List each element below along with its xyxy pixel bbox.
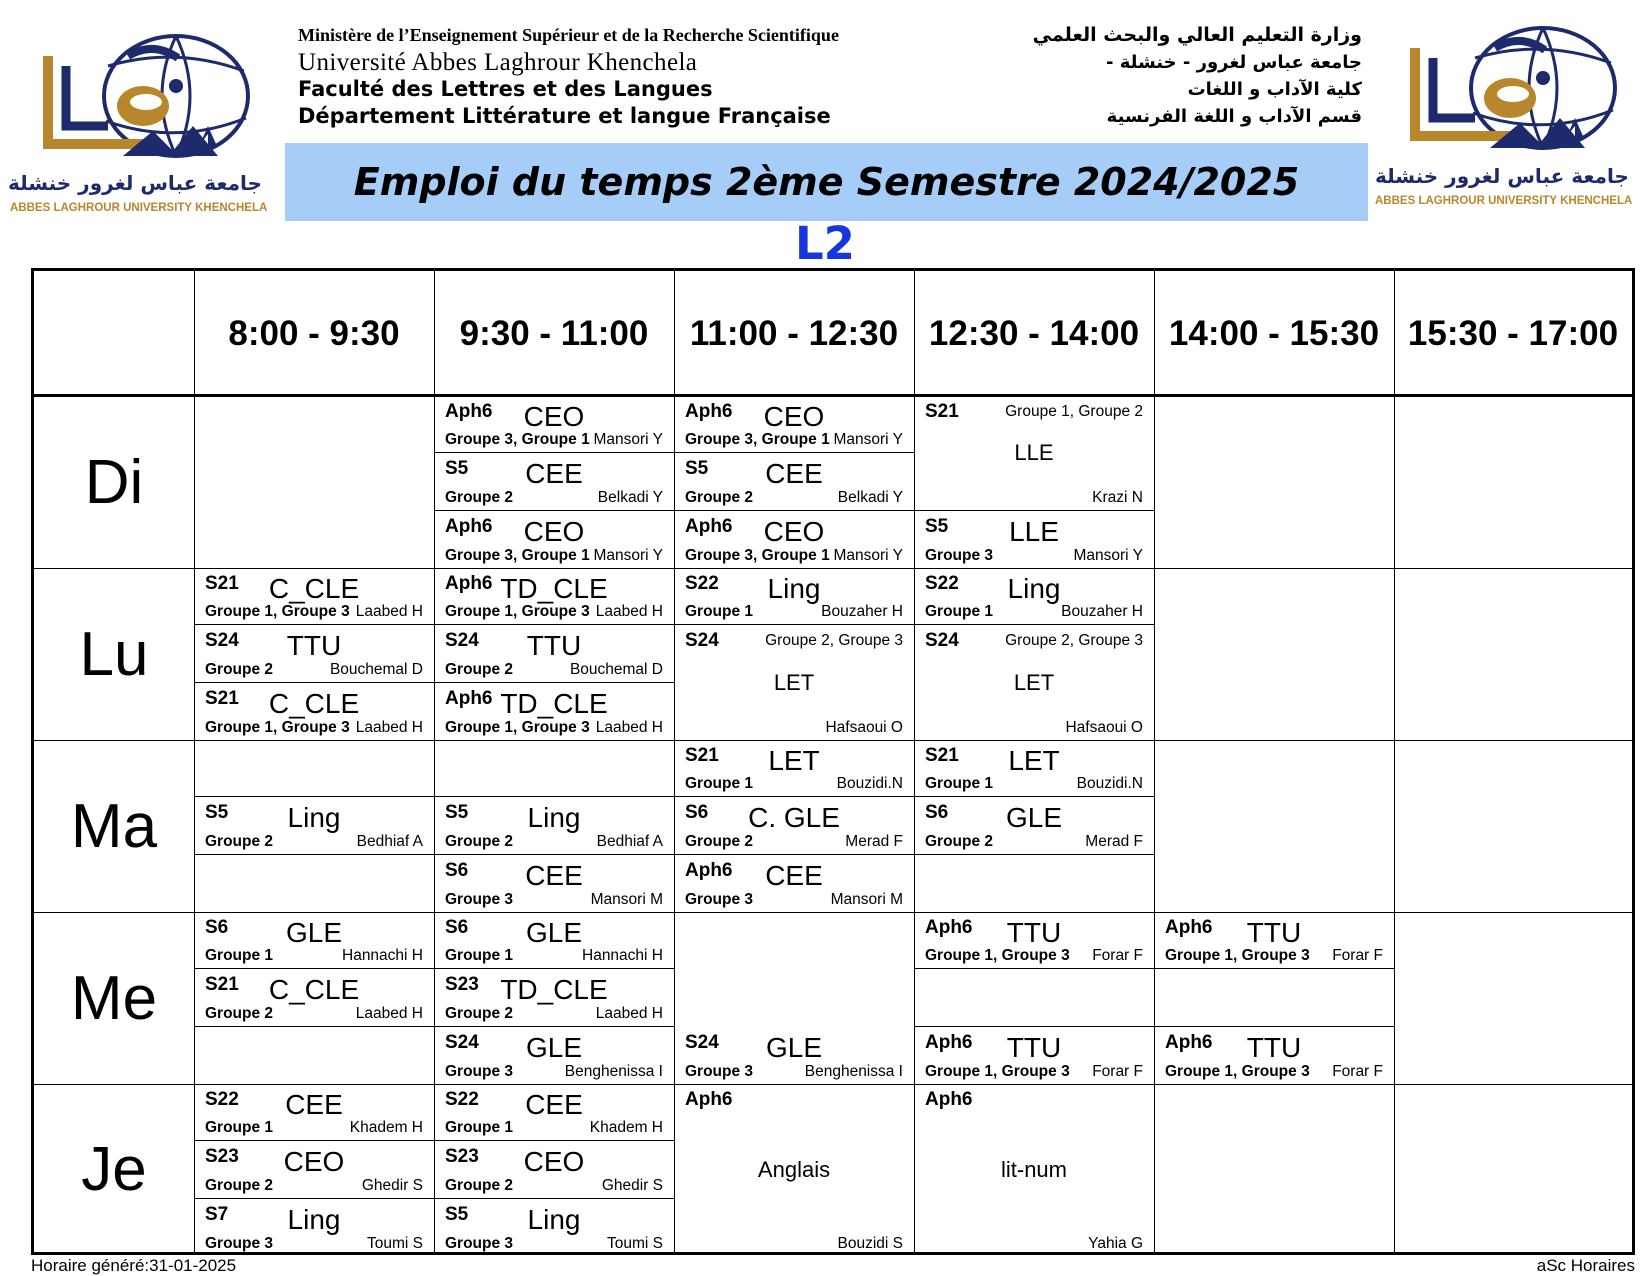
class-session[interactable] xyxy=(914,912,1154,969)
logo-english-name: ABBES LAGHROUR UNIVERSITY KHENCHELA xyxy=(10,202,268,214)
session-subject: TTU xyxy=(1006,917,1062,948)
session-subject: CEO xyxy=(763,515,825,547)
session-group: Groupe 3, Groupe 1 xyxy=(445,431,590,449)
session-group: Groupe 2 xyxy=(445,1176,514,1194)
session-code: Aph6 xyxy=(445,687,493,709)
session-teacher: Forar F xyxy=(1092,1062,1143,1080)
session-teacher: Hafsaoui O xyxy=(825,718,903,736)
session-teacher: Benghenissa I xyxy=(564,1062,663,1080)
session-subject: C_CLE xyxy=(268,974,360,1006)
session-subject: LLE xyxy=(1014,439,1054,465)
session-group: Groupe 3 xyxy=(445,890,514,908)
session-subject: Anglais xyxy=(757,1156,831,1182)
session-group: Groupe 1, Groupe 3 xyxy=(925,1062,1070,1080)
session-group: Groupe 1, Groupe 3 xyxy=(1165,1062,1310,1080)
university-name: Université Abbes Laghrour Khenchela xyxy=(298,49,698,76)
session-code: S5 xyxy=(685,458,709,480)
session-code: S5 xyxy=(205,802,229,824)
session-teacher: Merad F xyxy=(845,832,903,850)
session-group: Groupe 1, Groupe 3 xyxy=(925,947,1070,965)
session-teacher: Bouzaher H xyxy=(821,603,903,621)
session-group: Groupe 1, Groupe 3 xyxy=(445,718,590,736)
class-session[interactable] xyxy=(674,1027,914,1084)
session-group: Groupe 2 xyxy=(205,1176,274,1194)
time-slot-header: 12:30 - 14:00 xyxy=(928,313,1140,353)
class-session[interactable] xyxy=(434,511,674,568)
session-teacher: Mansori Y xyxy=(833,546,903,564)
class-session[interactable] xyxy=(1154,912,1394,969)
session-subject: TD_CLE xyxy=(500,573,608,604)
session-teacher: Mansori Y xyxy=(593,431,663,449)
session-group: Groupe 1 xyxy=(205,1119,274,1137)
session-code: S24 xyxy=(445,630,479,652)
session-subject: GLE xyxy=(525,1031,583,1063)
session-code: S21 xyxy=(925,401,959,422)
class-session[interactable] xyxy=(194,797,434,854)
session-code: Aph6 xyxy=(445,401,493,422)
session-subject: Ling xyxy=(527,802,581,834)
session-code: Aph6 xyxy=(1165,1031,1213,1053)
session-code: Aph6 xyxy=(1165,917,1213,938)
session-teacher: Mansori Y xyxy=(1073,546,1143,564)
class-session[interactable] xyxy=(674,740,914,797)
session-teacher: Forar F xyxy=(1092,947,1143,965)
class-session[interactable] xyxy=(434,453,674,510)
class-session[interactable] xyxy=(434,625,674,682)
class-session[interactable] xyxy=(674,625,914,740)
session-group: Groupe 3 xyxy=(205,1234,274,1252)
session-group: Groupe 1 xyxy=(925,603,994,621)
session-teacher: Merad F xyxy=(1085,832,1143,850)
session-group: Groupe 3 xyxy=(685,890,754,908)
session-group: Groupe 1 xyxy=(445,947,514,965)
class-session[interactable] xyxy=(914,1084,1154,1256)
session-subject: C_CLE xyxy=(268,687,360,719)
session-group: Groupe 2 xyxy=(445,832,514,850)
session-group: Groupe 2 xyxy=(445,488,514,506)
session-subject: TTU xyxy=(1246,1031,1302,1063)
session-subject: LET xyxy=(1013,669,1055,695)
logo-english-name: ABBES LAGHROUR UNIVERSITY KHENCHELA xyxy=(1375,195,1633,207)
time-slot-header: 11:00 - 12:30 xyxy=(689,313,899,353)
session-teacher: Mansori Y xyxy=(833,431,903,449)
session-teacher: Laabed H xyxy=(355,718,423,736)
class-session[interactable] xyxy=(194,625,434,682)
session-teacher: Mansori M xyxy=(830,890,903,908)
session-group: Groupe 2 xyxy=(925,832,994,850)
session-teacher: Hafsaoui O xyxy=(1065,718,1143,736)
generated-date: Horaire généré:31-01-2025 xyxy=(31,1256,237,1275)
class-session[interactable] xyxy=(914,396,1154,511)
session-teacher: Bedhiaf A xyxy=(596,832,663,850)
session-teacher: Bouzidi S xyxy=(837,1234,903,1252)
session-code: Aph6 xyxy=(685,515,733,537)
university-name-ar: جامعة عباس لغرور - خنشلة - xyxy=(1105,52,1362,73)
session-group: Groupe 1, Groupe 2 xyxy=(1005,403,1143,420)
session-subject: CEE xyxy=(765,859,823,891)
session-teacher: Forar F xyxy=(1332,947,1383,965)
session-code: S24 xyxy=(925,630,959,652)
day-label: Lu xyxy=(79,619,149,689)
session-teacher: Belkadi Y xyxy=(837,488,903,506)
session-subject: Ling xyxy=(287,1203,341,1235)
session-subject: Ling xyxy=(527,1203,581,1235)
session-teacher: Khadem H xyxy=(349,1119,423,1137)
class-session[interactable] xyxy=(674,511,914,568)
session-teacher: Benghenissa I xyxy=(804,1062,903,1080)
department-name-ar: قسم الآداب و اللغة الفرنسية xyxy=(1106,106,1362,127)
session-subject: CEE xyxy=(525,1089,583,1120)
session-subject: TD_CLE xyxy=(500,974,608,1006)
class-session[interactable] xyxy=(434,912,674,969)
session-group: Groupe 2 xyxy=(445,1004,514,1022)
page-title: Emploi du temps 2ème Semestre 2024/2025 xyxy=(353,160,1300,204)
university-logo-right xyxy=(1373,18,1650,213)
session-subject: TTU xyxy=(286,630,342,662)
class-session[interactable] xyxy=(434,855,674,912)
class-session[interactable] xyxy=(434,1199,674,1256)
session-teacher: Hannachi H xyxy=(582,947,663,965)
session-code: Aph6 xyxy=(925,917,973,938)
session-subject: TTU xyxy=(1006,1031,1062,1063)
session-teacher: Krazi N xyxy=(1092,488,1143,506)
class-session[interactable] xyxy=(674,1084,914,1256)
session-code: S22 xyxy=(445,1089,479,1110)
session-teacher: Mansori Y xyxy=(593,546,663,564)
logo-arabic-name: جامعة عباس لغرور خنشلة xyxy=(8,171,262,195)
session-code: S24 xyxy=(205,630,239,652)
session-subject: CEE xyxy=(285,1089,343,1120)
class-session[interactable] xyxy=(434,396,674,453)
faculty-name: Faculté des Lettres et des Langues xyxy=(298,77,713,101)
session-code: S5 xyxy=(445,458,469,480)
session-code: Aph6 xyxy=(685,1089,733,1110)
class-session[interactable] xyxy=(434,1141,674,1198)
session-code: S23 xyxy=(205,1146,239,1168)
session-code: S21 xyxy=(205,573,239,594)
session-teacher: Forar F xyxy=(1332,1062,1383,1080)
session-subject: GLE xyxy=(285,917,343,948)
session-group: Groupe 3 xyxy=(685,1062,754,1080)
class-session[interactable] xyxy=(914,625,1154,740)
session-code: Aph6 xyxy=(925,1089,973,1110)
session-group: Groupe 1 xyxy=(205,947,274,965)
session-subject: TTU xyxy=(1246,917,1302,948)
session-code: Aph6 xyxy=(925,1031,973,1053)
university-emblem-icon xyxy=(1395,18,1625,168)
session-code: S22 xyxy=(925,573,959,594)
session-code: S22 xyxy=(685,573,719,594)
session-code: S22 xyxy=(205,1089,239,1110)
session-group: Groupe 2 xyxy=(205,660,274,678)
session-teacher: Laabed H xyxy=(355,1004,423,1022)
session-teacher: Bouchemal D xyxy=(569,660,663,678)
day-label: Ma xyxy=(70,791,158,861)
class-session[interactable] xyxy=(1154,1027,1394,1084)
session-group: Groupe 2 xyxy=(205,832,274,850)
session-group: Groupe 1, Groupe 3 xyxy=(1165,947,1310,965)
session-code: S6 xyxy=(925,802,949,824)
session-code: S21 xyxy=(685,745,719,766)
class-session[interactable] xyxy=(194,1141,434,1198)
session-group: Groupe 2, Groupe 3 xyxy=(765,632,903,650)
faculty-name-ar: كلية الآداب و اللغات xyxy=(1187,79,1362,100)
ministry-name-ar: وزارة التعليم العالي والبحث العلمي xyxy=(1032,24,1362,46)
session-teacher: Mansori M xyxy=(590,890,663,908)
session-subject: LLE xyxy=(1009,515,1059,547)
session-group: Groupe 1, Groupe 3 xyxy=(205,603,350,621)
class-session[interactable] xyxy=(674,855,914,912)
class-session[interactable] xyxy=(674,396,914,453)
session-teacher: Yahia G xyxy=(1088,1234,1143,1252)
session-subject: Ling xyxy=(1007,573,1061,604)
empty-slot xyxy=(914,969,1154,1026)
session-subject: LET xyxy=(768,745,820,776)
session-teacher: Toumi S xyxy=(367,1234,423,1252)
time-slot-header: 9:30 - 11:00 xyxy=(459,313,649,353)
session-subject: CEO xyxy=(523,515,585,547)
empty-slot xyxy=(194,740,434,797)
class-session[interactable] xyxy=(914,1027,1154,1084)
session-teacher: Bedhiaf A xyxy=(356,832,423,850)
class-session[interactable] xyxy=(434,568,674,625)
session-code: S21 xyxy=(205,687,239,709)
session-subject: CEO xyxy=(283,1146,345,1178)
session-code: S21 xyxy=(925,745,959,766)
session-code: S6 xyxy=(445,917,469,938)
class-session[interactable] xyxy=(434,1084,674,1141)
grid-column-divider xyxy=(1394,271,1395,1252)
session-code: S21 xyxy=(205,974,239,996)
session-code: S6 xyxy=(205,917,229,938)
session-subject: CEE xyxy=(525,458,583,490)
session-teacher: Laabed H xyxy=(595,718,663,736)
session-code: Aph6 xyxy=(685,859,733,881)
session-subject: TTU xyxy=(526,630,582,662)
session-subject: GLE xyxy=(1005,802,1063,834)
session-subject: CEE xyxy=(765,458,823,490)
session-code: S7 xyxy=(205,1203,229,1225)
session-subject: LET xyxy=(1008,745,1060,776)
session-teacher: Bouzidi.N xyxy=(1076,775,1143,793)
session-group: Groupe 3, Groupe 1 xyxy=(685,431,830,449)
department-name: Département Littérature et langue Française xyxy=(298,104,831,128)
class-session[interactable] xyxy=(674,568,914,625)
session-group: Groupe 1, Groupe 3 xyxy=(205,718,350,736)
empty-slot xyxy=(1154,969,1394,1026)
session-subject: CEE xyxy=(525,859,583,891)
session-group: Groupe 2 xyxy=(445,660,514,678)
session-group: Groupe 3, Groupe 1 xyxy=(685,546,830,564)
class-session[interactable] xyxy=(194,1199,434,1256)
session-subject: lit-num xyxy=(1000,1156,1067,1182)
class-session[interactable] xyxy=(434,797,674,854)
session-subject: Ling xyxy=(767,573,821,604)
session-subject: CEO xyxy=(523,401,585,432)
class-session[interactable] xyxy=(434,683,674,740)
session-code: S23 xyxy=(445,1146,479,1168)
ministry-name: Ministère de l’Enseignement Supérieur et de la Recherche Scientifique xyxy=(298,25,839,45)
session-group: Groupe 1 xyxy=(685,775,754,793)
session-group: Groupe 3 xyxy=(925,546,994,564)
time-slot-header: 15:30 - 17:00 xyxy=(1407,313,1619,353)
session-teacher: Belkadi Y xyxy=(597,488,663,506)
session-group: Groupe 2 xyxy=(685,832,754,850)
session-group: Groupe 2, Groupe 3 xyxy=(1005,632,1143,650)
session-subject: LET xyxy=(773,669,815,695)
session-subject: CEO xyxy=(523,1146,585,1178)
software-credit: aSc Horaires xyxy=(1536,1256,1635,1275)
session-code: Aph6 xyxy=(445,515,493,537)
class-session[interactable] xyxy=(194,912,434,969)
university-emblem-icon xyxy=(28,26,258,176)
session-teacher: Hannachi H xyxy=(342,947,423,965)
session-code: Aph6 xyxy=(445,573,493,594)
session-code: S24 xyxy=(685,1031,719,1053)
session-code: S24 xyxy=(685,630,719,652)
day-label: Di xyxy=(84,447,144,517)
session-code: S23 xyxy=(445,974,479,996)
session-group: Groupe 3, Groupe 1 xyxy=(445,546,590,564)
session-teacher: Bouzidi.N xyxy=(836,775,903,793)
session-code: S5 xyxy=(445,1203,469,1225)
class-session[interactable] xyxy=(194,683,434,740)
session-subject: GLE xyxy=(525,917,583,948)
session-code: S6 xyxy=(445,859,469,881)
session-group: Groupe 1, Groupe 3 xyxy=(445,603,590,621)
session-teacher: Laabed H xyxy=(595,1004,663,1022)
session-group: Groupe 3 xyxy=(445,1234,514,1252)
class-session[interactable] xyxy=(914,511,1154,568)
session-group: Groupe 3 xyxy=(445,1062,514,1080)
university-logo-left xyxy=(8,26,273,216)
day-label: Je xyxy=(81,1135,147,1204)
time-slot-header: 8:00 - 9:30 xyxy=(228,313,400,353)
session-group: Groupe 1 xyxy=(685,603,754,621)
class-session[interactable] xyxy=(914,797,1154,854)
session-teacher: Bouchemal D xyxy=(329,660,423,678)
session-teacher: Bouzaher H xyxy=(1061,603,1143,621)
class-session[interactable] xyxy=(674,797,914,854)
logo-arabic-name: جامعة عباس لغرور خنشلة xyxy=(1375,164,1629,188)
grid-column-divider xyxy=(1154,271,1155,1252)
session-subject: TD_CLE xyxy=(500,687,608,719)
session-code: Aph6 xyxy=(685,401,733,422)
session-subject: GLE xyxy=(765,1031,823,1063)
session-teacher: Khadem H xyxy=(589,1119,663,1137)
session-code: S24 xyxy=(445,1031,479,1053)
class-session[interactable] xyxy=(674,453,914,510)
session-subject: Ling xyxy=(287,802,341,834)
session-teacher: Toumi S xyxy=(607,1234,663,1252)
session-code: S5 xyxy=(445,802,469,824)
class-session[interactable] xyxy=(434,1027,674,1084)
session-teacher: Laabed H xyxy=(355,603,423,621)
session-group: Groupe 2 xyxy=(685,488,754,506)
timetable-grid xyxy=(31,268,1635,1255)
class-session[interactable] xyxy=(194,969,434,1026)
session-subject: CEO xyxy=(763,401,825,432)
class-session[interactable] xyxy=(914,740,1154,797)
title-banner xyxy=(285,143,1368,221)
session-group: Groupe 1 xyxy=(445,1119,514,1137)
french-header xyxy=(298,22,839,130)
session-teacher: Laabed H xyxy=(595,603,663,621)
arabic-header xyxy=(1033,22,1362,130)
session-subject: C. GLE xyxy=(748,802,840,834)
session-code: S6 xyxy=(685,802,709,824)
class-code: L2 xyxy=(795,217,855,270)
day-label: Me xyxy=(70,963,158,1033)
session-teacher: Ghedir S xyxy=(361,1176,423,1194)
empty-slot xyxy=(434,740,674,797)
session-code: S5 xyxy=(925,515,949,537)
class-session[interactable] xyxy=(194,1084,434,1141)
session-teacher: Ghedir S xyxy=(601,1176,663,1194)
session-group: Groupe 2 xyxy=(205,1004,274,1022)
class-session[interactable] xyxy=(914,568,1154,625)
class-session[interactable] xyxy=(434,969,674,1026)
time-slot-header: 14:00 - 15:30 xyxy=(1168,313,1380,353)
class-session[interactable] xyxy=(194,568,434,625)
session-subject: C_CLE xyxy=(268,573,360,604)
session-group: Groupe 1 xyxy=(925,775,994,793)
